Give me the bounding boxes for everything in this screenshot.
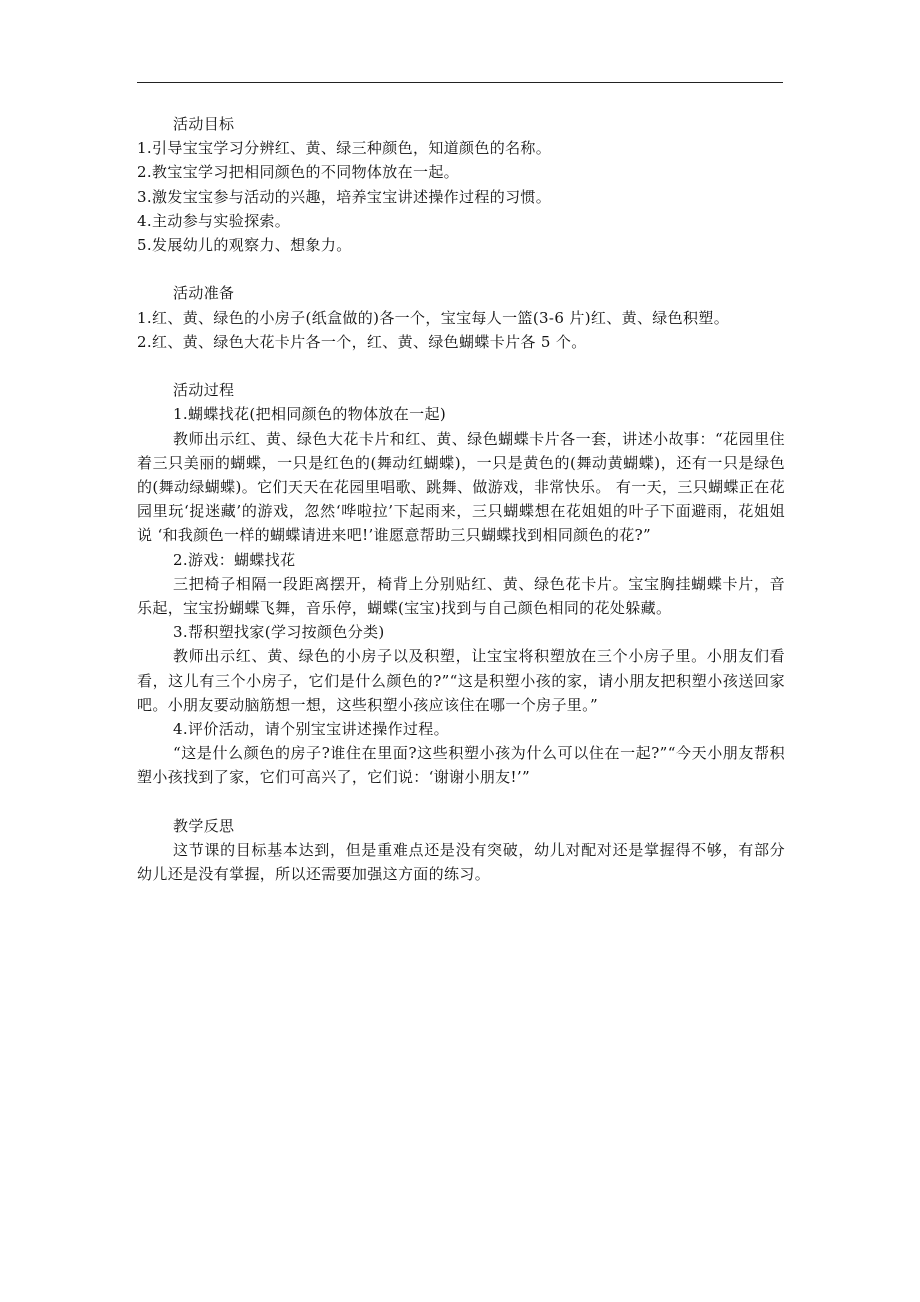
step-title: 4.评价活动，请个别宝宝讲述操作过程。 <box>173 720 449 739</box>
step-title: 3.帮积塑找家(学习按颜色分类) <box>173 623 385 642</box>
step-paragraph: “这是什么颜色的房子?谁住在里面?这些积塑小孩为什么可以住在一起?”“今天小朋友帮积塑小孩找到了家，它们可高兴了，它们说：‘谢谢小朋友!’” <box>137 744 785 787</box>
document-body <box>137 112 785 886</box>
step-paragraph: 三把椅子相隔一段距离摆开，椅背上分别贴红、黄、绿色花卡片。宝宝胸挂蝴蝶卡片，音乐起，宝宝扮蝴蝶飞舞，音乐停，蝴蝶(宝宝)找到与自己颜色相同的花处躲藏。 <box>137 574 785 618</box>
section-heading-process: 活动过程 <box>173 381 235 400</box>
section-heading-reflection: 教学反思 <box>173 816 235 835</box>
goal-item: 5.发展幼儿的观察力、想象力。 <box>137 236 352 255</box>
section-process <box>137 378 785 789</box>
goal-item: 1.引导宝宝学习分辨红、黄、绿三种颜色，知道颜色的名称。 <box>137 139 552 158</box>
header-rule <box>137 82 783 83</box>
section-heading-goals: 活动目标 <box>173 115 235 133</box>
reflection-paragraph: 这节课的目标基本达到，但是重难点还是没有突破，幼儿对配对还是掌握得不够，有部分幼儿还是没有掌握，所以还需要加强这方面的练习。 <box>137 841 785 884</box>
section-preparation <box>137 281 785 354</box>
preparation-item: 2.红、黄、绿色大花卡片各一个，红、黄、绿色蝴蝶卡片各 5 个。 <box>137 332 587 351</box>
goal-item: 4.主动参与实验探索。 <box>137 211 291 230</box>
section-reflection <box>137 814 785 887</box>
section-heading-preparation: 活动准备 <box>173 284 235 303</box>
goal-item: 3.激发宝宝参与活动的兴趣，培养宝宝讲述操作过程的习惯。 <box>137 187 552 206</box>
section-goals <box>137 112 785 257</box>
step-paragraph: 教师出示红、黄、绿色的小房子以及积塑，让宝宝将积塑放在三个小房子里。小朋友们看看，这儿有三个小房子，它们是什么颜色的?”“这是积塑小孩的家，请小朋友把积塑小孩送回家吧。小朋友要动脑筋想一想，这些积塑小孩应该住在哪一个房子里。” <box>137 647 785 714</box>
step-paragraph: 教师出示红、黄、绿色大花卡片和红、黄、绿色蝴蝶卡片各一套，讲述小故事：“花园里住着三只美丽的蝴蝶，一只是红色的(舞动红蝴蝶)，一只是黄色的(舞动黄蝴蝶)，还有一只是绿色的(舞动绿蝴蝶)。它们天天在花园里唱歌、跳舞、做游戏，非常快乐。 有一天，三只蝴蝶正在花园里玩‘捉迷藏’的游戏，忽然‘哗啦拉’下起雨来，三只蝴蝶想在花姐姐的叶子下面避雨，花姐姐说 ‘和我颜色一样的蝴蝶请进来吧!’谁愿意帮助三只蝴蝶找到相同颜色的花?” <box>137 429 785 545</box>
goal-item: 2.教宝宝学习把相同颜色的不同物体放在一起。 <box>137 163 460 182</box>
preparation-item: 1.红、黄、绿色的小房子(纸盒做的)各一个，宝宝每人一篮(3-6 片)红、黄、绿色积塑。 <box>137 308 730 327</box>
step-title: 1.蝴蝶找花(把相同颜色的物体放在一起) <box>173 405 447 424</box>
step-title: 2.游戏：蝴蝶找花 <box>173 550 296 569</box>
